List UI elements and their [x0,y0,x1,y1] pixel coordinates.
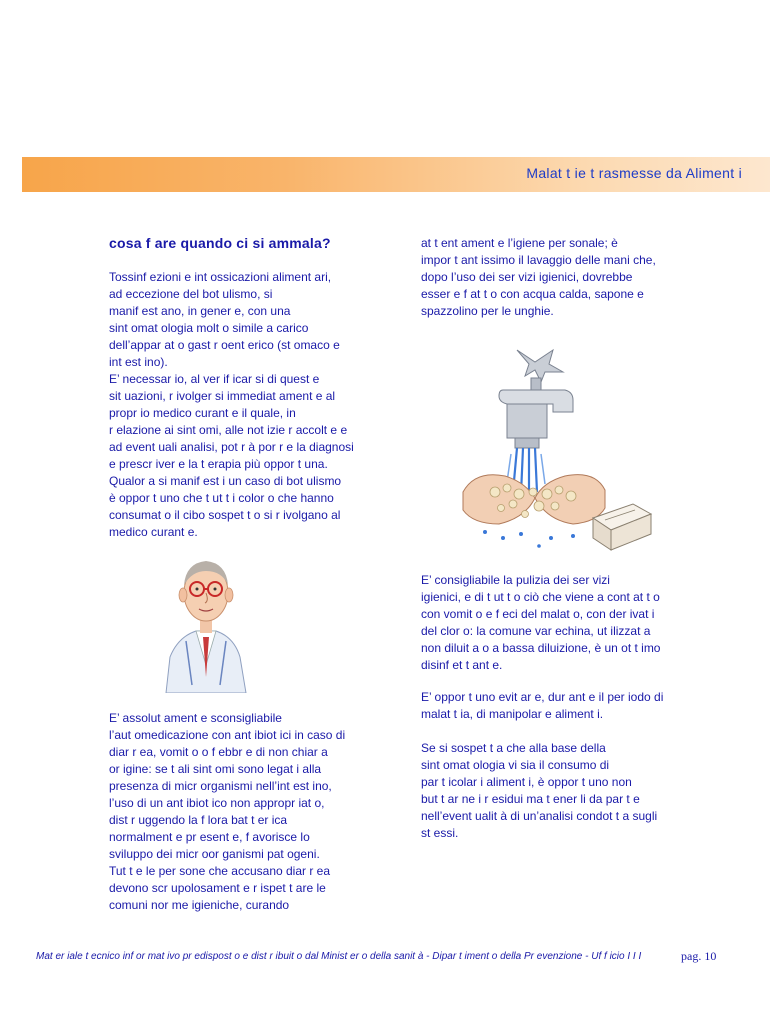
right-block-residues [421,740,686,842]
left-column [109,235,371,541]
section-heading: cosa f are quando ci si ammala? [109,235,331,251]
right-block-cleaning [421,572,686,674]
paragraph-residues: Se si sospet t a che alla base della sint omat ologia vi sia il consumo di par t icolar i aliment i, è oppor t uno non but t ar ne i r esidui ma t ener li da par t e nell’event ualit à di un’analisi condot t a sugli st essi. [421,741,658,840]
left-bottom-block [109,710,371,914]
paragraph-antibiotics: E’ assolut ament e sconsigliabile l’aut omedicazione con ant ibiot ici in caso di diar r ea, vomit o o f ebbr e di non chiar a or igine: se t ali sint omi sono legat i alla presenza di micr organismi nell’int est ino, l’uso di un ant ibiot ico non appropr iat o, dist r uggendo la f lora bat t er ica normalment e pr esent e, f avorisce lo sviluppo dei micr oor ganismi pat ogeni. Tut t e le per sone che accusano diar r ea devono scr upolosament e r ispet t are le comuni nor me igieniche, curando [109,711,346,912]
paragraph-intoxication: Tossinf ezioni e int ossicazioni aliment ari, ad eccezione del bot ulismo, si manif est ano, in gener e, con una sint omat ologia molt o simile a carico dell’appar at o gast r oent erico (st omaco e int est ino). E’ necessar io, al ver if icar si di quest e sit uazioni, r ivolger si immediat ament e al propr io medico curant e il quale, in r elazione ai sint omi, alle not izie r accolt e e ad event uali analisi, pot r à por r e la diagnosi e prescr iver e la t erapia più oppor t una. Qualor a si manif est i un caso di bot ulismo è oppor t uno che t ut t i color o che hanno consumat o il cibo sospet t o si r ivolgano al medico curant e. [109,270,354,539]
header-band [22,157,770,192]
page-number: pag. 10 [681,949,717,963]
paragraph-food-handling: E’ oppor t uno evit ar e, dur ant e il per iodo di malat t ia, di manipolar e aliment i. [421,690,664,721]
section-title: Malat t ie t rasmesse da Aliment i [526,165,742,181]
paragraph-cleaning: E’ consigliabile la pulizia dei ser vizi igienici, e di t ut t o ciò che viene a cont at t o con vomit o e f eci del malat o, con der ivat i del clor o: la comune var echina, ut ilizzat a non diluit a o a bassa diluizione, è un ot t imo disinf et t ant e. [421,573,661,672]
handwashing-illustration-icon [455,342,655,552]
footer-text: Mat er iale t ecnico inf or mat ivo pr edispost o e dist r ibuit o dal Minist er o della sanit à - Dipar t iment o della Pr evenzione - Uf f icio I I I [36,951,642,962]
right-column [421,235,686,320]
paragraph-hygiene: at t ent ament e l’igiene per sonale; è impor t ant issimo il lavaggio delle mani che, dopo l’uso dei ser vizi igienici, dovrebbe esser e f at t o con acqua calda, sapone e spazzolino per le unghie. [421,236,656,318]
doctor-illustration-icon [156,545,256,693]
right-block-handling [421,689,686,723]
